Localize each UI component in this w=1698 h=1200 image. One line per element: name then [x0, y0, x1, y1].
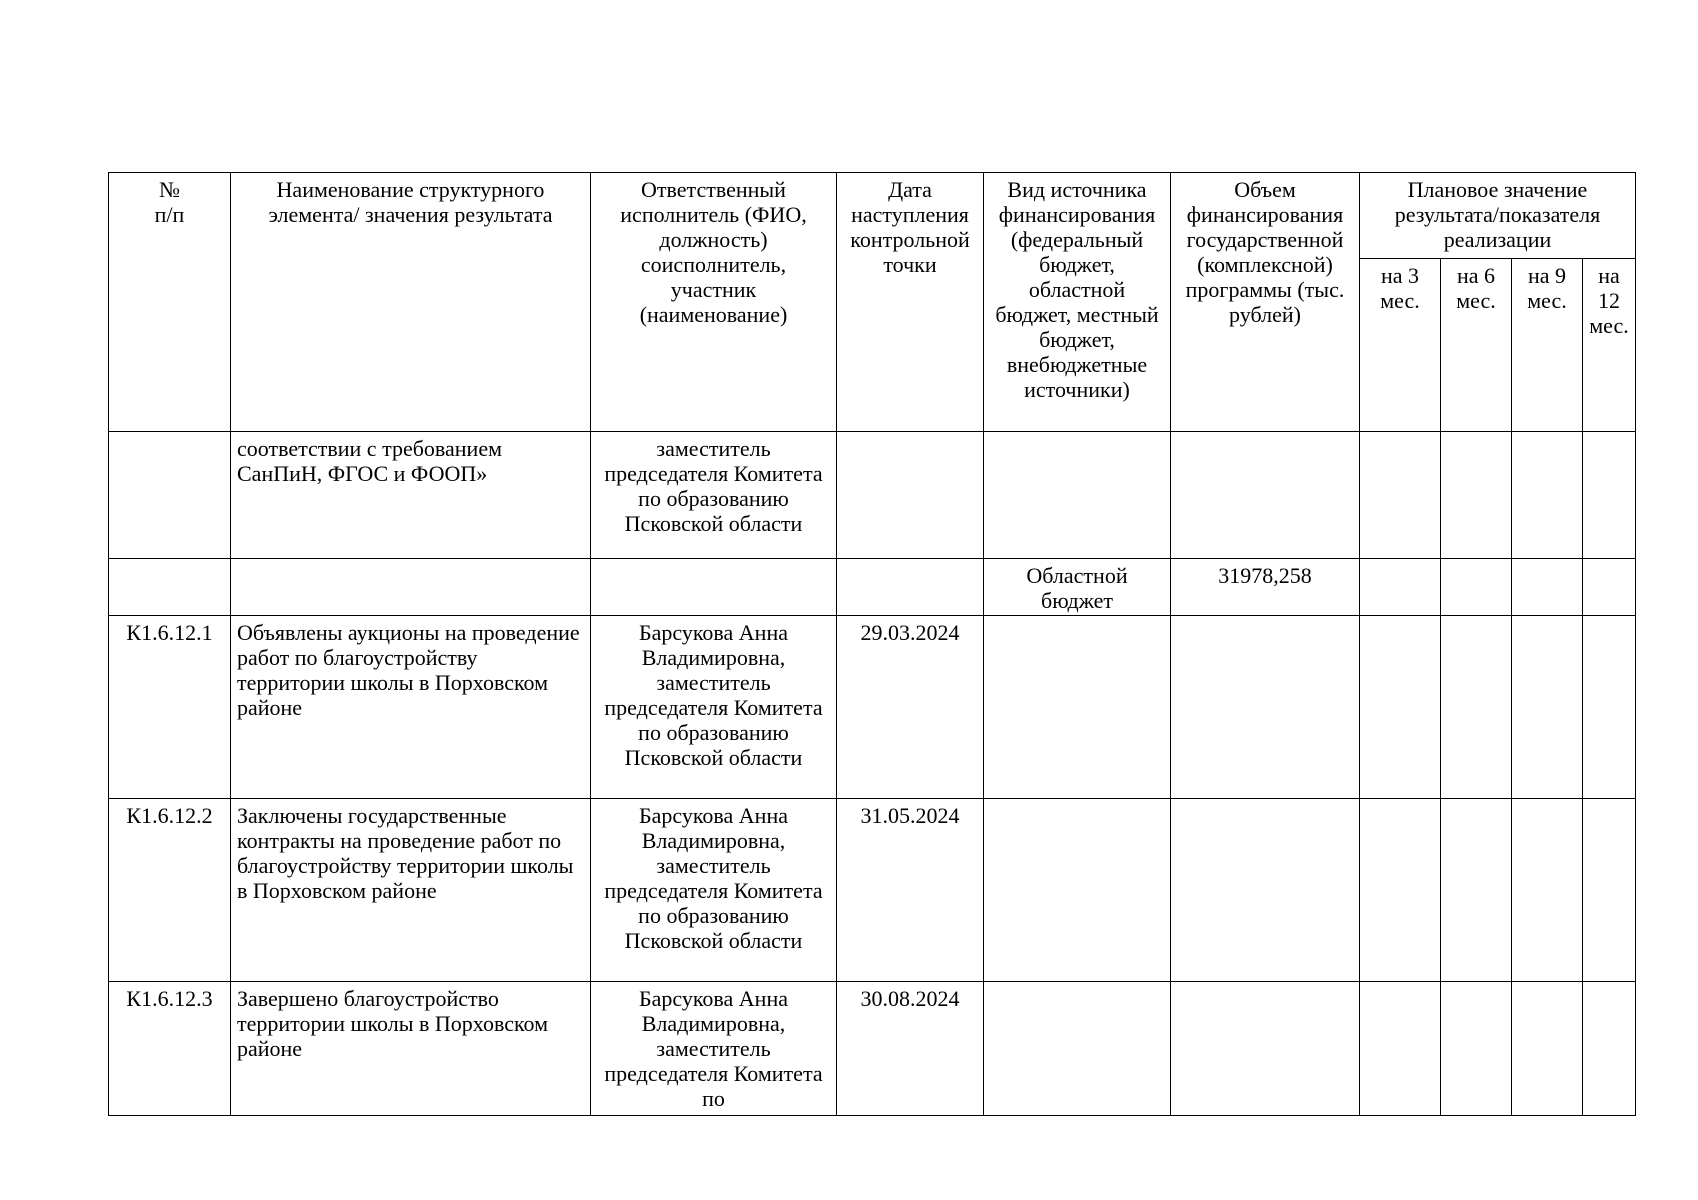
- cell-m3: [1360, 799, 1441, 982]
- cell-m12: [1583, 982, 1636, 1116]
- cell-source: [984, 982, 1171, 1116]
- cell-m9: [1512, 559, 1583, 616]
- cell-num: [109, 432, 231, 559]
- cell-m12: [1583, 799, 1636, 982]
- header-m3: на 3 мес.: [1360, 259, 1441, 432]
- header-date: Дата наступления контрольной точки: [837, 173, 984, 432]
- cell-source: [984, 616, 1171, 799]
- cell-m3: [1360, 432, 1441, 559]
- cell-responsible: заместитель председателя Комитета по образованию Псковской области: [591, 432, 837, 559]
- cell-m12: [1583, 616, 1636, 799]
- cell-responsible: [591, 559, 837, 616]
- cell-date: 29.03.2024: [837, 616, 984, 799]
- cell-m3: [1360, 616, 1441, 799]
- cell-name: Завершено благоустройство территории школы в Порховском районе: [231, 982, 591, 1116]
- cell-num: К1.6.12.3: [109, 982, 231, 1116]
- cell-volume: [1171, 982, 1360, 1116]
- cell-name: соответствии с требованием СанПиН, ФГОС и ФООП»: [231, 432, 591, 559]
- header-name: Наименование структурного элемента/ значения результата: [231, 173, 591, 432]
- table-row: [109, 432, 1636, 559]
- cell-volume: 31978,258: [1171, 559, 1360, 616]
- cell-source: Областной бюджет: [984, 559, 1171, 616]
- cell-volume: [1171, 799, 1360, 982]
- cell-name: [231, 559, 591, 616]
- cell-responsible: Барсукова Анна Владимировна, заместитель председателя Комитета по образованию Псковской области: [591, 616, 837, 799]
- header-row: [109, 173, 1636, 259]
- cell-m9: [1512, 799, 1583, 982]
- table-row: [109, 982, 1636, 1116]
- cell-m9: [1512, 616, 1583, 799]
- cell-source: [984, 432, 1171, 559]
- header-source: Вид источника финансирования (федеральный бюджет, областной бюджет, местный бюджет, внебюджетные источники): [984, 173, 1171, 432]
- cell-name: Заключены государственные контракты на проведение работ по благоустройству территории школы в Порховском районе: [231, 799, 591, 982]
- cell-num: [109, 559, 231, 616]
- cell-date: [837, 559, 984, 616]
- cell-m6: [1441, 616, 1512, 799]
- header-m6: на 6 мес.: [1441, 259, 1512, 432]
- cell-responsible: Барсукова Анна Владимировна, заместитель председателя Комитета по образованию Псковской области: [591, 799, 837, 982]
- cell-name: Объявлены аукционы на проведение работ по благоустройству территории школы в Порховском районе: [231, 616, 591, 799]
- cell-m6: [1441, 559, 1512, 616]
- header-m9: на 9 мес.: [1512, 259, 1583, 432]
- cell-m12: [1583, 559, 1636, 616]
- cell-num: К1.6.12.1: [109, 616, 231, 799]
- cell-m9: [1512, 432, 1583, 559]
- cell-responsible: Барсукова Анна Владимировна, заместитель председателя Комитета по: [591, 982, 837, 1116]
- cell-volume: [1171, 432, 1360, 559]
- cell-m12: [1583, 432, 1636, 559]
- cell-date: 30.08.2024: [837, 982, 984, 1116]
- cell-m6: [1441, 799, 1512, 982]
- cell-m3: [1360, 559, 1441, 616]
- table-row: [109, 799, 1636, 982]
- cell-num: К1.6.12.2: [109, 799, 231, 982]
- header-responsible: Ответственный исполнитель (ФИО, должность) соисполнитель, участник (наименование): [591, 173, 837, 432]
- header-planned: Плановое значение результата/показателя реализации: [1360, 173, 1636, 259]
- cell-m6: [1441, 432, 1512, 559]
- cell-m6: [1441, 982, 1512, 1116]
- header-volume: Объем финансирования государственной (комплексной) программы (тыс. рублей): [1171, 173, 1360, 432]
- plan-table: [108, 172, 1636, 1116]
- header-num: № п/п: [109, 173, 231, 432]
- cell-m9: [1512, 982, 1583, 1116]
- cell-source: [984, 799, 1171, 982]
- cell-date: 31.05.2024: [837, 799, 984, 982]
- cell-volume: [1171, 616, 1360, 799]
- header-m12: на 12 мес.: [1583, 259, 1636, 432]
- table-row: [109, 559, 1636, 616]
- table-row: [109, 616, 1636, 799]
- cell-date: [837, 432, 984, 559]
- cell-m3: [1360, 982, 1441, 1116]
